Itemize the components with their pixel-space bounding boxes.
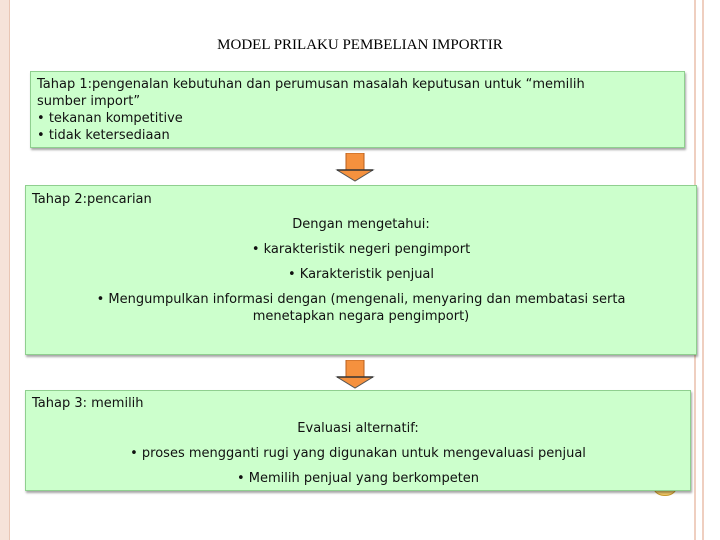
stage-2-bullet-3: • Mengumpulkan informasi dengan (mengenali, menyaring dan membatasi serta <box>32 291 690 308</box>
stage-3-heading: Tahap 3: memilih <box>32 396 144 411</box>
stage-3-bullet-1: • proses mengganti rugi yang digunakan untuk mengevaluasi penjual <box>32 445 684 462</box>
down-arrow-icon <box>335 153 375 183</box>
stage-2-bullet-3-continuation: menetapkan negara pengimport) <box>252 309 470 324</box>
stage-2-box <box>25 185 697 355</box>
stage-2-bullet-2: • Karakteristik penjual <box>32 266 690 283</box>
slide-frame-left <box>0 0 10 540</box>
stage-1-bullet-2: • tidak ketersediaan <box>37 127 678 144</box>
stage-1-bullet-1: • tekanan kompetitive <box>37 110 678 127</box>
stage-3-box <box>25 390 691 491</box>
down-arrow-icon <box>335 360 375 390</box>
stage-2-heading: Tahap 2:pencarian <box>32 192 152 207</box>
stage-1-box <box>30 71 685 148</box>
stage-3-bullet-2: • Memilih penjual yang berkompeten <box>32 470 684 487</box>
stage-2-bullet-1: • karakteristik negeri pengimport <box>32 241 690 258</box>
stage-3-intro: Evaluasi alternatif: <box>297 421 419 436</box>
diagram-title: MODEL PRILAKU PEMBELIAN IMPORTIR <box>217 37 503 53</box>
stage-1-text-line-1: Tahap 1:pengenalan kebutuhan dan perumusan masalah keputusan untuk “memilih <box>37 77 585 92</box>
stage-1-text-line-2: sumber import” <box>37 94 141 109</box>
stage-2-intro: Dengan mengetahui: <box>292 217 430 232</box>
